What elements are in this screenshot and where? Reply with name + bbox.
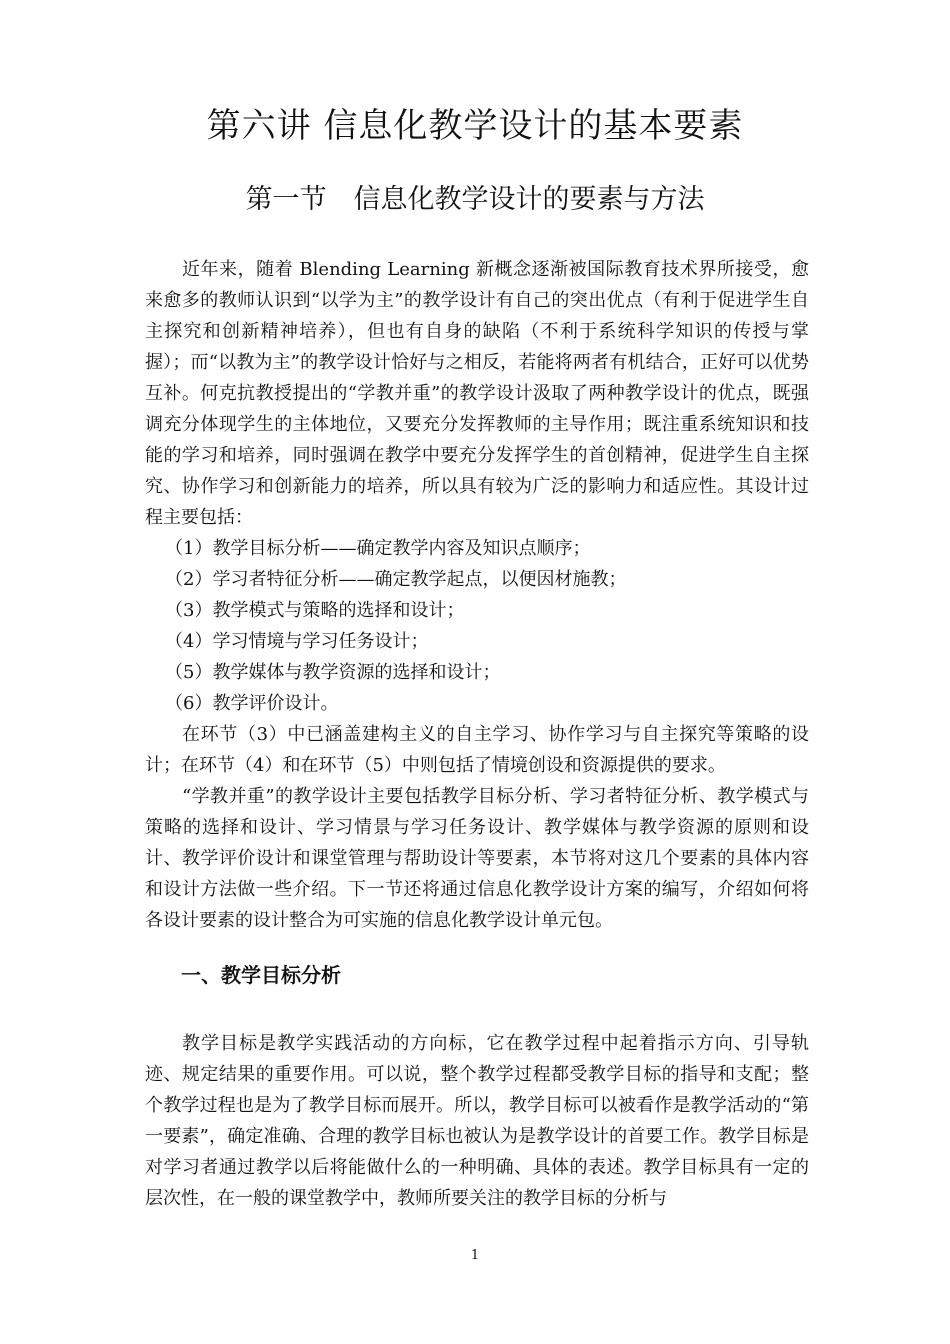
- intro-paragraph: 近年来，随着 Blending Learning 新概念逐渐被国际教育技术界所接受，愈来愈多的教师认识到“以学为主”的教学设计有自己的突出优点（有利于促进学生自主探究和创新精神培养），但也有自身的缺陷（不利于系统科学知识的传授与掌握）；而“以教为主”的教学设计恰好与之相反，若能将两者有机结合，正好可以优势互补。何克抗教授提出的“学教并重”的教学设计汲取了两种教学设计的优点，既强调充分体现学生的主体地位，又要充分发挥教师的主导作用；既注重系统知识和技能的学习和培养，同时强调在教学中要充分发挥学生的首创精神，促进学生自主探究、协作学习和创新能力的培养，所以具有较为广泛的影响力和适应性。其设计过程主要包括：: [145, 259, 809, 528]
- section-paragraph: 教学目标是教学实践活动的方向标，它在教学过程中起着指示方向、引导轨迹、规定结果的重要作用。可以说，整个教学过程都受教学目标的指导和支配；整个教学过程也是为了教学目标而展开。所以，教学目标可以被看作是教学活动的“第一要素”，确定准确、合理的教学目标也被认为是教学设计的首要工作。教学目标是对学习者通过教学以后将能做什么的一种明确、具体的表述。教学目标具有一定的层次性，在一般的课堂教学中，教师所要关注的教学目标的分析与: [145, 1033, 809, 1209]
- process-step-1: （1）教学目标分析——确定教学内容及知识点顺序；: [165, 538, 591, 559]
- section-subtitle: 第一节 信息化教学设计的要素与方法: [245, 184, 705, 215]
- strategy-paragraph: 在环节（3）中已涵盖建构主义的自主学习、协作学习与自主探究等策略的设计；在环节（4）和在环节（5）中则包括了情境创设和资源提供的要求。: [145, 724, 809, 776]
- page-number: 1: [470, 1248, 480, 1263]
- lecture-title: 第六讲 信息化教学设计的基本要素: [206, 106, 744, 146]
- process-step-6: （6）教学评价设计。: [165, 693, 339, 714]
- process-step-3: （3）教学模式与策略的选择和设计；: [165, 600, 465, 621]
- elements-paragraph: “学教并重”的教学设计主要包括教学目标分析、学习者特征分析、教学模式与策略的选择和设计、学习情景与学习任务设计、教学媒体与教学资源的原则和设计、教学评价设计和课堂管理与帮助设计等要素，本节将对这几个要素的具体内容和设计方法做一些介绍。下一节还将通过信息化教学设计方案的编写，介绍如何将各设计要素的设计整合为可实施的信息化教学设计单元包。: [145, 786, 809, 931]
- process-step-2: （2）学习者特征分析——确定教学起点，以便因材施教；: [165, 569, 627, 590]
- process-step-5: （5）教学媒体与教学资源的选择和设计；: [165, 662, 501, 683]
- process-step-4: （4）学习情境与学习任务设计；: [165, 631, 429, 652]
- section-heading: 一、教学目标分析: [181, 963, 341, 987]
- document-body: [145, 254, 809, 1214]
